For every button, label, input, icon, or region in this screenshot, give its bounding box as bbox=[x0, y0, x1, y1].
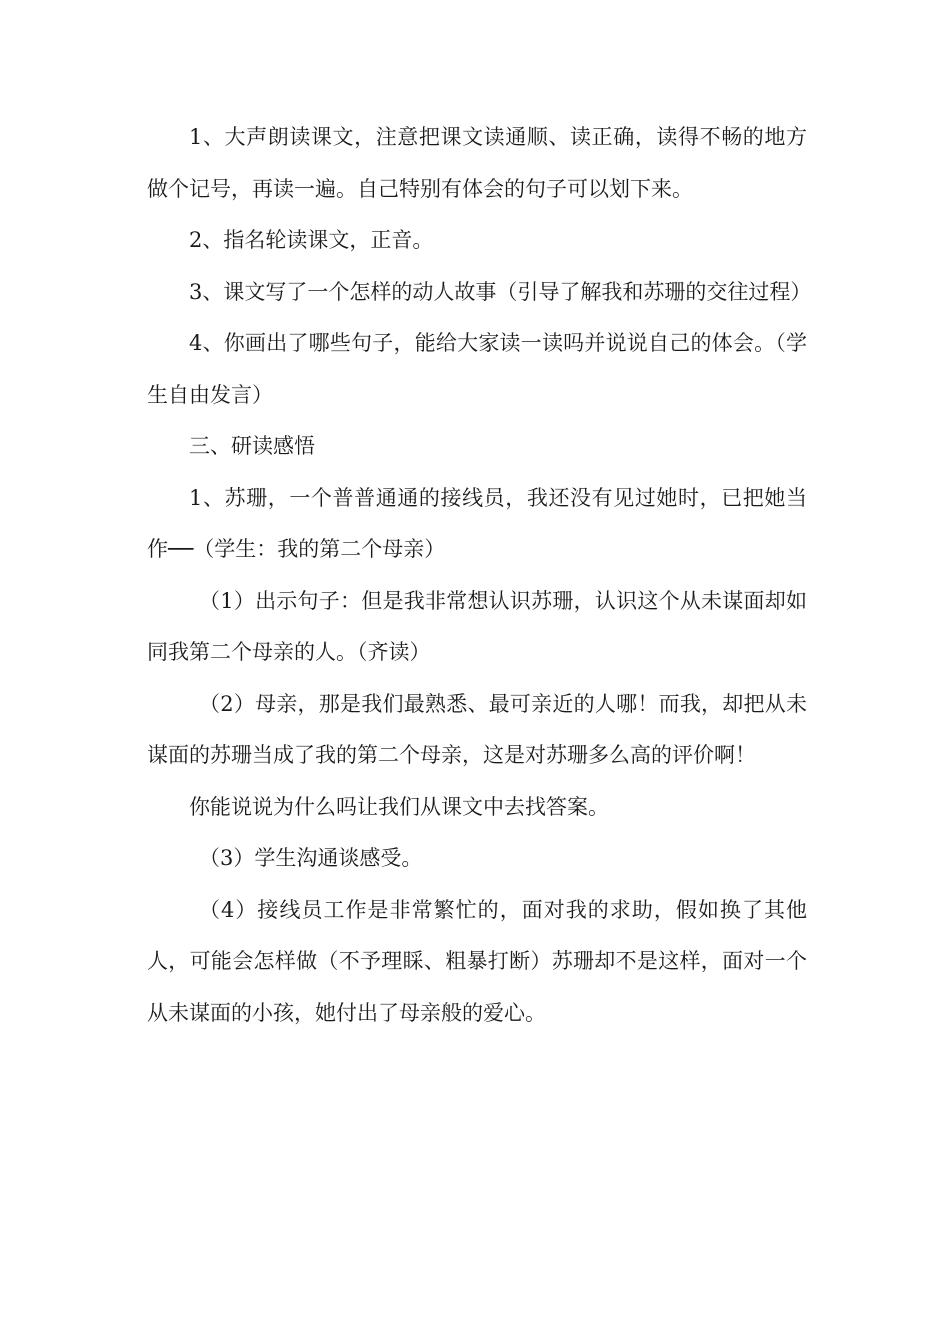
paragraph-take-turns-reading: 2、指名轮读课文，正音。 bbox=[189, 228, 434, 252]
paragraph-discussion: （3）学生沟通谈感受。 bbox=[199, 846, 423, 870]
paragraph-find-answer: 你能说说为什么吗让我们从课文中去找答案。 bbox=[189, 794, 609, 819]
paragraph-read-aloud: 1、大声朗读课文，注意把课文读通顺、读正确，读得不畅的地方做个记号，再读一遍。自己特别有体会的句子可以划下来。 bbox=[147, 125, 807, 201]
paragraph-show-sentence: （1）出示句子：但是我非常想认识苏珊，认识这个从未谋面却如同我第二个母亲的人。（齐读） bbox=[147, 588, 807, 664]
document-body bbox=[147, 112, 812, 1039]
paragraph-susan-operator: 1、苏珊，一个普普通通的接线员，我还没有见过她时，已把她当作──（学生：我的第二个母亲） bbox=[147, 485, 807, 561]
paragraph-share-sentences: 4、你画出了哪些句子，能给大家读一读吗并说说自己的体会。（学生自由发言） bbox=[147, 331, 807, 407]
paragraph-operator-work: （4）接线员工作是非常繁忙的，面对我的求助，假如换了其他人，可能会怎样做（不予理睬、粗暴打断）苏珊却不是这样，面对一个从未谋面的小孩，她付出了母亲般的爱心。 bbox=[147, 897, 807, 1025]
paragraph-story-question: 3、课文写了一个怎样的动人故事（引导了解我和苏珊的交往过程） bbox=[189, 279, 812, 304]
section-heading-study: 三、研读感悟 bbox=[189, 434, 315, 458]
paragraph-mother-comment: （2）母亲，那是我们最熟悉、最可亲近的人哪！而我，却把从未谋面的苏珊当成了我的第二个母亲，这是对苏珊多么高的评价啊！ bbox=[147, 691, 807, 767]
